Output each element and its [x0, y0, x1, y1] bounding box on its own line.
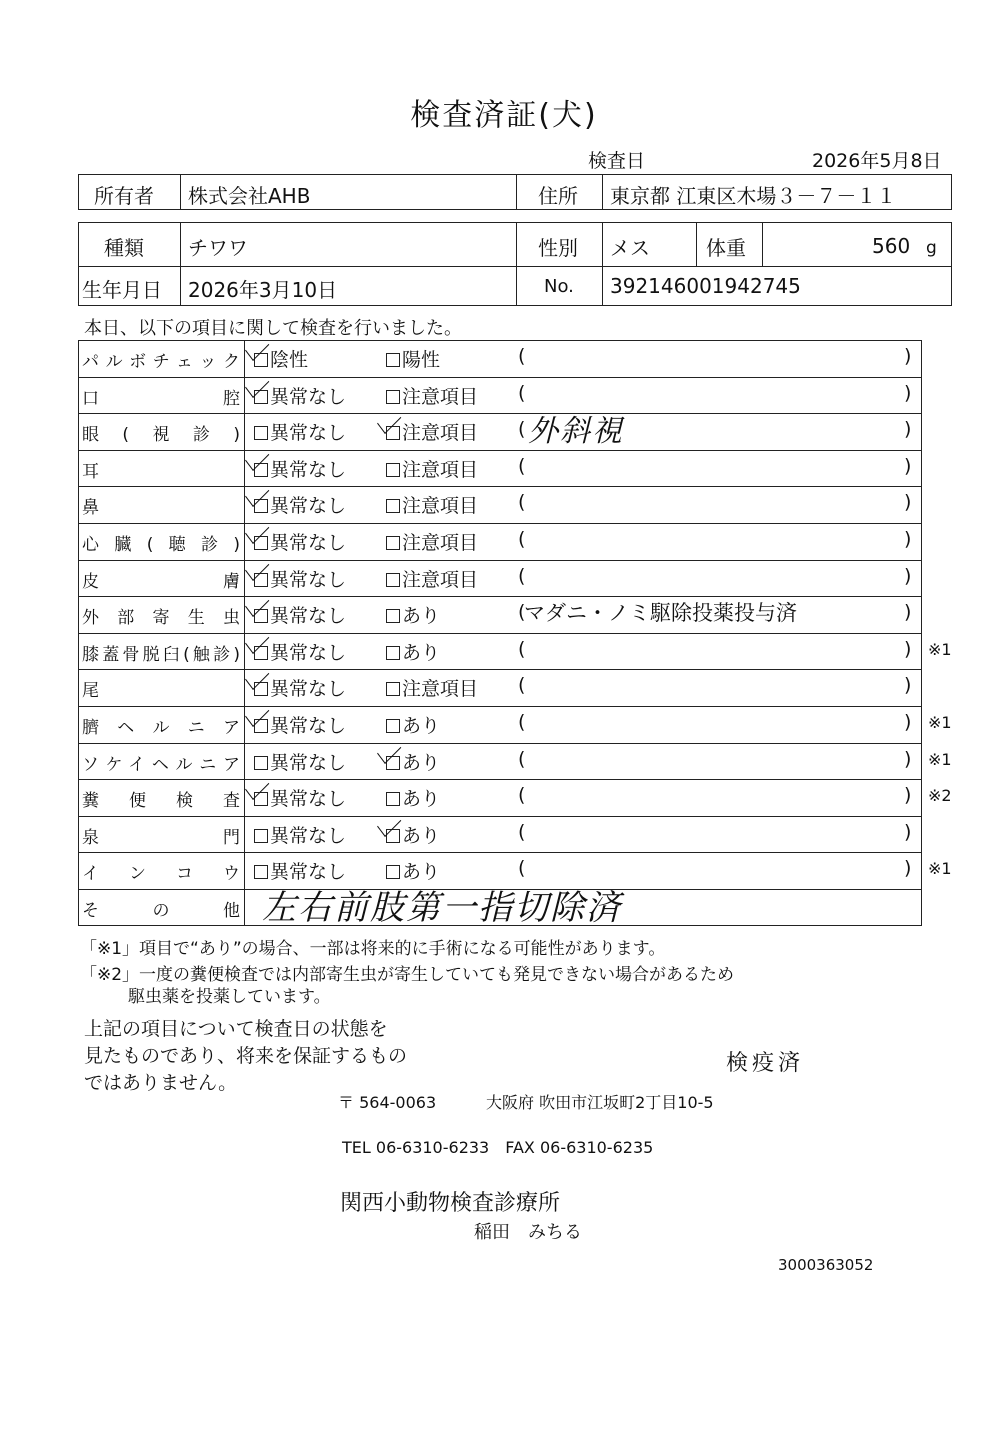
checkbox-icon — [386, 499, 400, 513]
footnote-2: 「※2」一度の糞便検査では内部寄生虫が寄生していても発見できない場合があるため — [80, 965, 735, 985]
exam-remark: マダニ・ノミ駆除投薬投与済 — [524, 601, 797, 626]
checkbox-icon — [254, 756, 268, 770]
footnote-mark: ※2 — [928, 786, 952, 806]
option-1-label: 異常なし — [270, 641, 347, 664]
checkbox-checked-icon — [386, 756, 400, 770]
exam-option-1 — [254, 674, 346, 701]
paren-close: ) — [904, 857, 912, 880]
paren-close: ) — [904, 418, 912, 441]
checkbox-icon — [254, 829, 268, 843]
paren-close: ) — [904, 820, 912, 843]
checkbox-icon — [386, 719, 400, 733]
exam-item-label: 眼(視診) — [82, 425, 240, 446]
exam-option-2 — [386, 528, 478, 555]
sex-label: 性別 — [538, 236, 578, 260]
owner-label: 所有者 — [94, 184, 154, 208]
exam-option-2 — [386, 821, 440, 848]
disclaimer-line-1: 上記の項目について検査日の状態を — [84, 1018, 388, 1040]
checkbox-icon — [386, 353, 400, 367]
option-1-label: 異常なし — [270, 751, 347, 774]
exam-item-label: ソケイヘルニア — [82, 754, 240, 775]
document-title: 検査済証(犬) — [410, 98, 598, 133]
checkbox-icon — [254, 865, 268, 879]
exam-option-1 — [254, 345, 308, 372]
exam-option-1 — [254, 601, 346, 628]
option-1-label: 異常なし — [270, 788, 347, 811]
exam-option-2 — [386, 345, 440, 372]
checkbox-icon — [386, 646, 400, 660]
disclaimer-line-2: 見たものであり、将来を保証するもの — [84, 1045, 408, 1067]
checkbox-icon — [386, 463, 400, 477]
exam-option-1 — [254, 748, 346, 775]
checkbox-checked-icon — [386, 426, 400, 440]
option-1-label: 異常なし — [270, 568, 347, 591]
paren-close: ) — [904, 454, 912, 477]
exam-option-1 — [254, 638, 346, 665]
breed-label: 種類 — [104, 236, 144, 260]
weight-unit: g — [926, 238, 937, 258]
option-1-label: 異常なし — [270, 605, 347, 628]
option-1-label: 異常なし — [270, 385, 347, 408]
checkbox-checked-icon — [254, 390, 268, 404]
exam-option-2 — [386, 382, 478, 409]
intro-text: 本日、以下の項目に関して検査を行いました。 — [84, 318, 462, 339]
option-2-label: 陽性 — [402, 349, 441, 371]
option-2-label: 注意項目 — [402, 532, 479, 554]
disclaimer-line-3: ではありません。 — [84, 1072, 238, 1094]
exam-option-1 — [254, 491, 346, 518]
exam-option-2 — [386, 418, 478, 445]
paren-open: ( — [518, 345, 526, 367]
paren-open: ( — [518, 418, 526, 441]
exam-option-1 — [254, 784, 346, 811]
option-2-label: あり — [402, 824, 441, 847]
exam-item-label: パルボチェック — [82, 352, 240, 372]
sex-value: メス — [610, 236, 650, 260]
checkbox-icon — [386, 792, 400, 806]
exam-option-2 — [386, 638, 440, 665]
option-2-label: 注意項目 — [402, 458, 479, 481]
exam-remark: 外斜視 — [528, 414, 624, 450]
exam-item-label: 皮膚 — [82, 571, 240, 592]
quarantine-stamp: 検疫済 — [726, 1051, 805, 1076]
paren-close: ) — [904, 345, 912, 367]
footnote-2-cont: 駆虫薬を投薬しています。 — [128, 987, 331, 1007]
clinic-address: 大阪府 吹田市江坂町2丁目10-5 — [486, 1093, 714, 1112]
option-2-label: あり — [402, 751, 441, 774]
paren-open: ( — [518, 601, 526, 624]
option-2-label: 注意項目 — [402, 568, 479, 591]
option-1-label: 異常なし — [270, 495, 347, 518]
checkbox-checked-icon — [254, 792, 268, 806]
weight-value: 560 — [872, 234, 911, 258]
footnote-1: 「※1」項目で“あり”の場合、一部は将来的に手術になる可能性があります。 — [80, 939, 666, 959]
exam-item-label: 泉門 — [82, 827, 240, 848]
option-2-label: 注意項目 — [402, 495, 479, 518]
exam-option-1 — [254, 711, 346, 738]
clinic-name: 関西小動物検査診療所 — [340, 1191, 561, 1216]
exam-option-2 — [386, 491, 478, 518]
exam-date-label: 検査日 — [588, 150, 646, 172]
exam-option-2 — [386, 455, 478, 482]
exam-option-2 — [386, 711, 440, 738]
exam-option-2 — [386, 784, 440, 811]
paren-open: ( — [518, 857, 526, 880]
checkbox-icon — [386, 865, 400, 879]
option-1-label: 異常なし — [270, 458, 347, 481]
option-2-label: 注意項目 — [402, 422, 479, 445]
checkbox-checked-icon — [254, 463, 268, 477]
option-2-label: あり — [402, 715, 441, 737]
clinic-phone-fax: TEL 06-6310-6233 FAX 06-6310-6235 — [342, 1138, 654, 1157]
exam-item-label: 臍ヘルニア — [82, 718, 240, 738]
option-1-label: 異常なし — [270, 861, 347, 884]
exam-item-label: インコウ — [82, 864, 240, 885]
option-2-label: あり — [402, 788, 441, 811]
option-2-label: あり — [402, 641, 441, 664]
option-1-label: 異常なし — [270, 715, 347, 737]
exam-item-label: 耳 — [82, 461, 99, 482]
exam-option-2 — [386, 565, 478, 592]
paren-open: ( — [518, 491, 526, 514]
checkbox-icon — [386, 682, 400, 696]
checkbox-icon — [254, 426, 268, 440]
exam-item-label: 外部寄生虫 — [82, 608, 240, 629]
exam-item-label: 糞便検査 — [82, 791, 240, 812]
checkbox-checked-icon — [254, 646, 268, 660]
option-1-label: 陰性 — [270, 349, 309, 371]
exam-item-label: 鼻 — [82, 498, 99, 519]
breed-value: チワワ — [188, 236, 248, 260]
paren-close: ) — [904, 381, 912, 404]
exam-option-2 — [386, 601, 440, 628]
exam-item-label-other: その他 — [82, 901, 240, 921]
exam-item-label: 心臓(聴診) — [82, 535, 240, 555]
checkbox-icon — [386, 390, 400, 404]
paren-open: ( — [518, 820, 526, 843]
paren-close: ) — [904, 528, 912, 550]
checkbox-checked-icon — [254, 682, 268, 696]
address-label: 住所 — [538, 184, 578, 208]
paren-open: ( — [518, 381, 526, 404]
no-value: 392146001942745 — [610, 274, 801, 298]
exam-option-2 — [386, 748, 440, 775]
checkbox-icon — [386, 536, 400, 550]
checkbox-checked-icon — [254, 719, 268, 733]
checkbox-checked-icon — [254, 573, 268, 587]
exam-option-1 — [254, 455, 346, 482]
exam-item-label: 膝蓋骨脱臼(触診) — [82, 644, 240, 665]
address-value: 東京都 江東区木場３－７－１１ — [610, 184, 897, 208]
option-1-label: 異常なし — [270, 824, 347, 847]
paren-close: ) — [904, 564, 912, 587]
checkbox-checked-icon — [254, 499, 268, 513]
checkbox-checked-icon — [254, 353, 268, 367]
paren-close: ) — [904, 784, 912, 807]
exam-option-1 — [254, 528, 346, 555]
exam-date: 2026年5月8日 — [812, 150, 942, 172]
exam-option-1 — [254, 418, 346, 445]
paren-close: ) — [904, 747, 912, 770]
option-1-label: 異常なし — [270, 532, 347, 554]
exam-item-label: 尾 — [82, 681, 99, 702]
option-1-label: 異常なし — [270, 678, 347, 701]
paren-open: ( — [518, 674, 526, 697]
paren-close: ) — [904, 674, 912, 697]
paren-open: ( — [518, 637, 526, 660]
exam-option-1 — [254, 565, 346, 592]
paren-open: ( — [518, 747, 526, 770]
footnote-mark: ※1 — [928, 713, 952, 732]
exam-item-label: 口腔 — [82, 388, 240, 409]
option-2-label: 注意項目 — [402, 385, 479, 408]
paren-open: ( — [518, 564, 526, 587]
paren-open: ( — [518, 454, 526, 477]
paren-close: ) — [904, 491, 912, 514]
checkbox-icon — [386, 573, 400, 587]
checkbox-checked-icon — [386, 829, 400, 843]
option-2-label: あり — [402, 861, 441, 884]
footnote-mark: ※1 — [928, 749, 952, 769]
no-label: No. — [544, 276, 574, 297]
checkbox-checked-icon — [254, 609, 268, 623]
owner-value: 株式会社AHB — [188, 184, 311, 208]
birth-label: 生年月日 — [82, 278, 162, 302]
checkbox-checked-icon — [254, 536, 268, 550]
paren-close: ) — [904, 711, 912, 733]
exam-option-1 — [254, 382, 346, 409]
veterinarian-name: 稲田 みちる — [474, 1222, 582, 1243]
postal-code: 〒 564-0063 — [338, 1093, 437, 1112]
footnote-mark: ※1 — [928, 639, 952, 659]
option-2-label: 注意項目 — [402, 678, 479, 701]
document-number: 3000363052 — [778, 1256, 874, 1274]
exam-option-1 — [254, 821, 346, 848]
weight-label: 体重 — [706, 236, 746, 260]
other-remark: 左右前肢第一指切除済 — [262, 888, 622, 928]
option-1-label: 異常なし — [270, 422, 347, 445]
paren-close: ) — [904, 637, 912, 660]
paren-close: ) — [904, 601, 912, 624]
footnote-mark: ※1 — [928, 859, 952, 879]
exam-option-2 — [386, 674, 478, 701]
birth-value: 2026年3月10日 — [188, 278, 338, 302]
paren-open: ( — [518, 784, 526, 807]
option-2-label: あり — [402, 605, 441, 628]
paren-open: ( — [518, 711, 526, 733]
paren-open: ( — [518, 528, 526, 550]
checkbox-icon — [386, 609, 400, 623]
